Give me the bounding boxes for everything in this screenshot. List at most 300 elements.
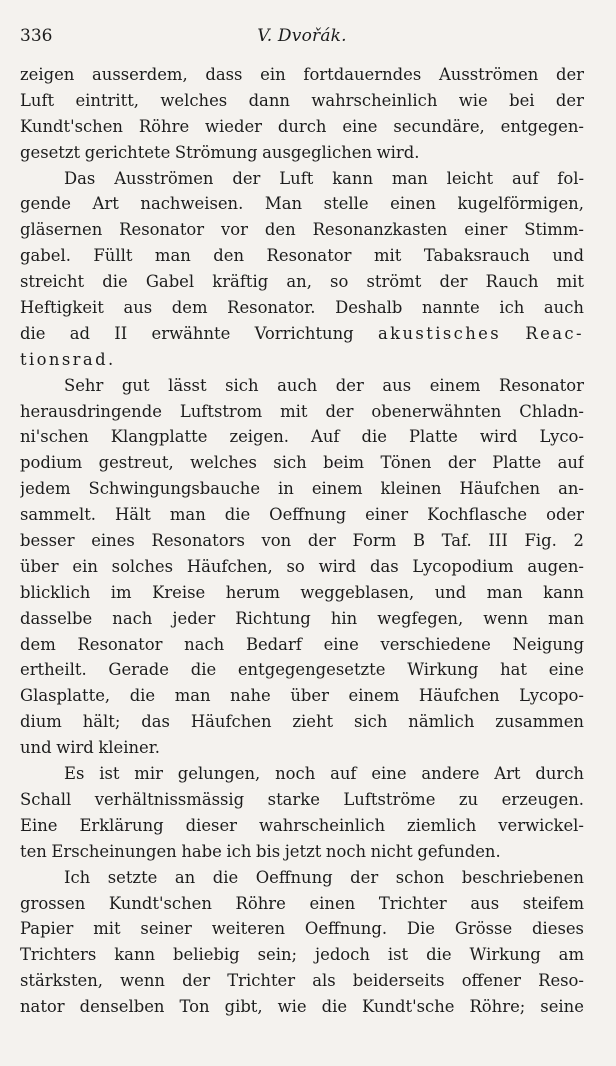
word: Kundt'schen [108, 893, 212, 913]
word: habe [181, 841, 222, 861]
word: Ich [64, 867, 91, 887]
word: auf [512, 168, 539, 188]
word: Trichter [227, 971, 296, 991]
word: hat [500, 660, 528, 680]
word: augen- [527, 556, 584, 576]
word: und [552, 246, 584, 266]
word: tionsrad. [20, 349, 116, 369]
word: dem [20, 634, 56, 654]
text-line [20, 347, 584, 373]
word: Häufchen [418, 686, 500, 706]
word: zieht [292, 712, 334, 732]
text-line [20, 683, 584, 709]
word: fol- [557, 168, 584, 188]
word: Wirkung [469, 945, 541, 965]
word: Neigung [512, 634, 584, 654]
word: seine [540, 997, 584, 1017]
word: Richtung [235, 608, 311, 628]
word: Rauch [485, 272, 539, 292]
word: III [488, 531, 508, 551]
word: stärksten, [20, 971, 104, 991]
word: schon [395, 867, 445, 887]
word: grossen [20, 893, 86, 913]
word: nämlich [408, 712, 475, 732]
text-line [20, 191, 584, 217]
word: streicht [20, 272, 85, 292]
page-header [20, 20, 584, 52]
word: die [102, 272, 128, 292]
text-line [20, 166, 584, 192]
word: über [20, 556, 59, 576]
word: Das [64, 168, 96, 188]
word: erzeugen. [501, 789, 584, 809]
word: Kreise [152, 582, 206, 602]
word: kräftig [212, 272, 269, 292]
word: den [264, 220, 296, 240]
word: die [361, 427, 387, 447]
word: Trichters [20, 945, 97, 965]
word: gende [20, 194, 71, 214]
word: in [278, 479, 294, 499]
text-line [20, 476, 584, 502]
word: wegfegen, [377, 608, 464, 628]
word: kleinen [380, 479, 442, 499]
word: Luftstrom [179, 401, 263, 421]
text-line [20, 295, 584, 321]
word: nach [112, 608, 153, 628]
word: nannte [422, 298, 480, 318]
word: verhältnissmässig [94, 789, 245, 809]
word: eine [342, 116, 378, 136]
word: Die [406, 919, 435, 939]
word: noch [325, 841, 367, 861]
word: der [447, 453, 476, 473]
word: vor [221, 220, 248, 240]
word: Schall [20, 789, 72, 809]
word: aus [382, 375, 412, 395]
word: hält; [82, 712, 121, 732]
text-line [20, 709, 584, 735]
word: hin [330, 608, 358, 628]
word: noch [275, 764, 316, 784]
word: Resonator [266, 246, 352, 266]
word: jeder [172, 608, 216, 628]
text-line [20, 114, 584, 140]
word: jetzt [284, 841, 322, 861]
word: der [555, 90, 584, 110]
text-line [20, 761, 584, 787]
word: Ausströmen [114, 168, 214, 188]
running-title: V. Dvořák. [257, 26, 347, 46]
word: Hält [115, 505, 151, 525]
word: ist [387, 945, 409, 965]
word: Häufchen [190, 712, 272, 732]
word: Reac- [525, 323, 584, 343]
word: Röhre [138, 116, 190, 136]
text-line [20, 891, 584, 917]
word: herum [225, 582, 280, 602]
word: wird [318, 556, 357, 576]
word: wenn [120, 971, 165, 991]
word: der [350, 867, 379, 887]
word: der [307, 531, 336, 551]
text-line [20, 399, 584, 425]
word: Resonator [77, 634, 163, 654]
word: auch [543, 298, 584, 318]
word: wenn [483, 608, 529, 628]
word: zeigen [20, 65, 75, 84]
word: ein [72, 556, 98, 576]
word: Häufchen [459, 479, 541, 499]
text-line [20, 424, 584, 450]
word: beim [323, 453, 365, 473]
word: Man [264, 194, 303, 214]
word: Vorrichtung [254, 323, 354, 343]
word: die [212, 867, 239, 887]
word: einen [309, 893, 356, 913]
word: Oeffnung. [304, 919, 388, 939]
word: die [426, 945, 452, 965]
word: Gerade [108, 660, 169, 680]
text-line [20, 632, 584, 658]
word: beschriebenen [461, 867, 584, 887]
word: mir [134, 764, 163, 784]
word: gestreut, [98, 453, 174, 473]
word: auch [277, 375, 318, 395]
word: Erklärung [79, 815, 164, 835]
word: fortdauerndes [303, 65, 422, 84]
word: die [20, 323, 46, 343]
word: aus [123, 298, 153, 318]
word: sein; [257, 945, 298, 965]
word: seiner [140, 919, 192, 939]
word: Kundt'sche [362, 997, 455, 1017]
word: einem [311, 479, 363, 499]
word: mit [556, 272, 584, 292]
word: secundäre, [393, 116, 485, 136]
word: entgegen- [500, 116, 584, 136]
word: an- [558, 479, 584, 499]
text-line [20, 916, 584, 942]
word: Sehr [64, 375, 104, 395]
word: kann [543, 582, 584, 602]
text-line [20, 140, 584, 166]
word: denselben [79, 997, 165, 1017]
word: der [325, 401, 354, 421]
word: Lycopo- [519, 686, 584, 706]
word: Reso- [538, 971, 584, 991]
word: gesetzt [20, 142, 81, 162]
word: welches [190, 453, 257, 473]
word: Eine [20, 815, 58, 835]
word: als [312, 971, 336, 991]
word: dieses [532, 919, 584, 939]
word: Grösse [454, 919, 513, 939]
text-line [20, 62, 584, 88]
word: strömt [366, 272, 422, 292]
word: Klangplatte [110, 427, 208, 447]
text-line [20, 657, 584, 683]
word: Tönen [380, 453, 432, 473]
word: nahe [230, 686, 271, 706]
word: nator [20, 997, 65, 1017]
word: ich [499, 298, 525, 318]
word: ausserdem, [92, 65, 188, 84]
word: Schwingungsbauche [88, 479, 261, 499]
word: Trichter [378, 893, 447, 913]
word: die [224, 505, 251, 525]
word: ein [260, 65, 286, 84]
word: zeigen. [229, 427, 289, 447]
word: entgegengesetzte [237, 660, 386, 680]
word: durch [535, 764, 584, 784]
word: Papier [20, 919, 74, 939]
word: offener [461, 971, 521, 991]
word: zusammen [495, 712, 584, 732]
word: die [190, 660, 217, 680]
word: am [558, 945, 584, 965]
word: sich [225, 375, 259, 395]
word: Deshalb [335, 298, 403, 318]
word: Resonanzkasten [312, 220, 448, 240]
word: der [335, 375, 364, 395]
text-line [20, 968, 584, 994]
word: podium [20, 453, 83, 473]
word: verwickel- [498, 815, 584, 835]
word: man [174, 686, 211, 706]
word: eines [91, 531, 135, 551]
word: man [391, 168, 428, 188]
page-number: 336 [20, 26, 53, 46]
word: ich [226, 841, 252, 861]
word: Wirkung [407, 660, 479, 680]
word: Heftigkeit [20, 298, 104, 318]
word: man [154, 246, 191, 266]
word: welches [160, 90, 228, 110]
word: man [548, 608, 584, 628]
word: leicht [446, 168, 494, 188]
word: jedem [20, 479, 71, 499]
word: ausgeglichen [262, 142, 373, 162]
word: mit [374, 246, 402, 266]
text-line [20, 787, 584, 813]
word: das [141, 712, 170, 732]
word: einen [390, 194, 436, 214]
word: Resonator. [227, 298, 316, 318]
word: sammelt. [20, 505, 97, 525]
word: wird. [376, 142, 420, 162]
word: Platte [408, 427, 458, 447]
word: Häufchen, [186, 556, 273, 576]
word: andere [421, 764, 480, 784]
text-line [20, 217, 584, 243]
word: Luft [279, 168, 314, 188]
text-line [20, 735, 584, 761]
word: Kochflasche [427, 505, 528, 525]
word: Resonator [119, 220, 205, 240]
word: Resonator [499, 375, 584, 395]
word: und [20, 738, 52, 758]
text-line [20, 606, 584, 632]
word: man [169, 505, 206, 525]
word: Luftströme [343, 789, 436, 809]
word: Es [64, 764, 85, 784]
word: man [486, 582, 523, 602]
word: ist [99, 764, 120, 784]
word: Strömung [174, 142, 258, 162]
word: zu [458, 789, 479, 809]
word: kugelförmigen, [457, 194, 584, 214]
text-line [20, 554, 584, 580]
word: den [213, 246, 245, 266]
word: solches [111, 556, 174, 576]
word: die [321, 997, 348, 1017]
word: nachweisen. [140, 194, 244, 214]
text-line [20, 243, 584, 269]
word: beliebig [173, 945, 240, 965]
word: Stimm- [524, 220, 584, 240]
word: Ausströmen [438, 65, 539, 84]
word: dium [20, 712, 62, 732]
word: B [412, 531, 425, 551]
text-line [20, 865, 584, 891]
word: so [330, 272, 349, 292]
word: der [182, 971, 211, 991]
word: über [290, 686, 329, 706]
word: setzte [107, 867, 158, 887]
word: Platte [492, 453, 542, 473]
word: weggeblasen, [300, 582, 415, 602]
word: oder [546, 505, 584, 525]
word: Art [92, 194, 119, 214]
word: Erscheinungen [51, 841, 177, 861]
word: kann [114, 945, 156, 965]
word: Chladn- [519, 401, 584, 421]
word: dasselbe [20, 608, 93, 628]
word: an, [286, 272, 312, 292]
word: ziemlich [406, 815, 477, 835]
word: wird [479, 427, 518, 447]
word: Gabel [145, 272, 195, 292]
word: im [110, 582, 132, 602]
word: gelungen, [177, 764, 261, 784]
word: nach [184, 634, 225, 654]
word: bei [509, 90, 535, 110]
text-line [20, 839, 584, 865]
word: mit [93, 919, 121, 939]
word: einer [464, 220, 508, 240]
word: der [232, 168, 261, 188]
word: von [261, 531, 292, 551]
word: einem [348, 686, 400, 706]
word: Oeffnung [269, 505, 347, 525]
word: lässt [168, 375, 207, 395]
word: kleiner. [98, 738, 160, 758]
word: Röhre [235, 893, 286, 913]
text-line [20, 269, 584, 295]
word: Taf. [441, 531, 472, 551]
word: gefunden. [417, 841, 501, 861]
word: einer [365, 505, 409, 525]
word: der [555, 65, 584, 84]
word: Ton [179, 997, 210, 1017]
word: ten [20, 841, 47, 861]
word: der [439, 272, 468, 292]
text-line [20, 994, 584, 1020]
word: Fig. [524, 531, 557, 551]
word: wahrscheinlich [311, 90, 438, 110]
word: die [129, 686, 156, 706]
word: sich [273, 453, 307, 473]
word: Kundt'schen [20, 116, 123, 136]
word: obenerwähnten [371, 401, 502, 421]
word: Lyco- [539, 427, 584, 447]
word: Art [494, 764, 521, 784]
word: ad [69, 323, 90, 343]
text-line [20, 502, 584, 528]
word: gut [121, 375, 150, 395]
word: an [174, 867, 196, 887]
word: 2 [573, 531, 584, 551]
word: sich [354, 712, 388, 732]
word: blicklich [20, 582, 91, 602]
word: wieder [205, 116, 262, 136]
word: Füllt [93, 246, 133, 266]
word: kann [332, 168, 374, 188]
word: ni'schen [20, 427, 89, 447]
word: und [434, 582, 467, 602]
word: auf [330, 764, 357, 784]
word: eine [371, 764, 407, 784]
text-line [20, 813, 584, 839]
word: Auf [311, 427, 340, 447]
text-line [20, 321, 584, 347]
word: eintritt, [75, 90, 140, 110]
word: wahrscheinlich [258, 815, 386, 835]
word: Glasplatte, [20, 686, 111, 706]
word: gerichtete [84, 142, 171, 162]
text-line [20, 528, 584, 554]
body-text [20, 62, 584, 1020]
word: akustisches [377, 323, 502, 343]
word: einem [429, 375, 481, 395]
word: dieser [185, 815, 237, 835]
word: das [369, 556, 399, 576]
word: steifem [522, 893, 584, 913]
word: verschiedene [380, 634, 491, 654]
text-line [20, 88, 584, 114]
word: gläsernen [20, 220, 103, 240]
word: auf [557, 453, 584, 473]
word: stelle [323, 194, 369, 214]
text-line [20, 373, 584, 399]
word: nicht [370, 841, 413, 861]
word: dass [205, 65, 243, 84]
word: Luft [20, 90, 55, 110]
word: ertheilt. [20, 660, 87, 680]
word: wie [458, 90, 488, 110]
word: besser [20, 531, 75, 551]
text-line [20, 450, 584, 476]
word: wie [277, 997, 307, 1017]
word: jedoch [315, 945, 370, 965]
word: Form [352, 531, 397, 551]
word: bis [255, 841, 281, 861]
text-line [20, 942, 584, 968]
word: so [286, 556, 305, 576]
word: beiderseits [352, 971, 445, 991]
word: wird [56, 738, 94, 758]
